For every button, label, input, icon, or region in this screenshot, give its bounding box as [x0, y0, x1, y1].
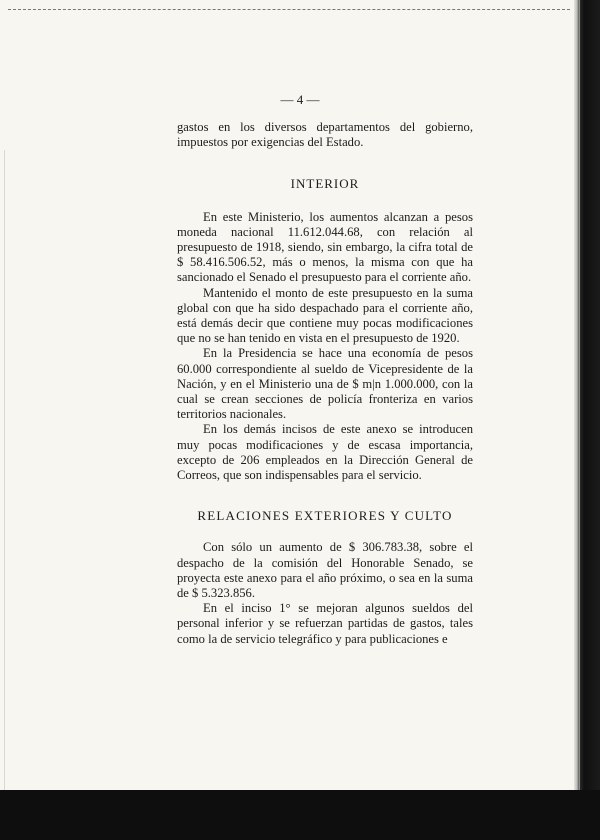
page-body [177, 120, 473, 647]
relaciones-paragraph: En el inciso 1° se mejoran algunos sueldos del personal inferior y se refuerzan partidas de gastos, tales como la de servicio telegráfico y para publicaciones e [177, 601, 473, 646]
scan-right-edge [574, 0, 600, 840]
top-rule [8, 9, 570, 10]
intro-paragraph: gastos en los diversos departamentos del gobierno, impuestos por exigencias del Estado. [177, 120, 473, 150]
interior-paragraph: En los demás incisos de este anexo se introducen muy pocas modificaciones y de escasa importancia, excepto de 206 empleados en la Dirección General de Correos, que son indispensables para el servicio. [177, 422, 473, 483]
page-number-text: — 4 — [280, 92, 320, 107]
scan-bottom-edge [0, 790, 600, 840]
interior-paragraph: Mantenido el monto de este presupuesto en la suma global con que ha sido despachado para el corriente año, está demás decir que contiene muy pocas modificaciones que no se han tenido en vista en el presupuesto de 1920. [177, 285, 473, 346]
interior-paragraph: En la Presidencia se hace una economía de pesos 60.000 correspondiente al sueldo de Vicepresidente de la Nación, y en el Ministerio una de $ m|n 1.000.000, con la cual se crean secciones de policía fronteriza en varios territorios nacionales. [177, 346, 473, 422]
scan-right-edge-line [579, 0, 580, 840]
interior-paragraph: En este Ministerio, los aumentos alcanzan a pesos moneda nacional 11.612.044.68, con relación al presupuesto de 1918, siendo, sin embargo, la cifra total de $ 58.416.506.52, más o menos, la misma con que ha sancionado el Senado el presupuesto para el corriente año. [177, 209, 473, 285]
section-heading-relaciones: RELACIONES EXTERIORES Y CULTO [197, 508, 453, 524]
page-gutter-shadow [4, 150, 5, 790]
relaciones-paragraph: Con sólo un aumento de $ 306.783.38, sobre el despacho de la comisión del Honorable Senado, se proyecta este anexo para el año próximo, o sea en la suma de $ 5.323.856. [177, 540, 473, 601]
section-heading-interior: INTERIOR [290, 176, 360, 192]
